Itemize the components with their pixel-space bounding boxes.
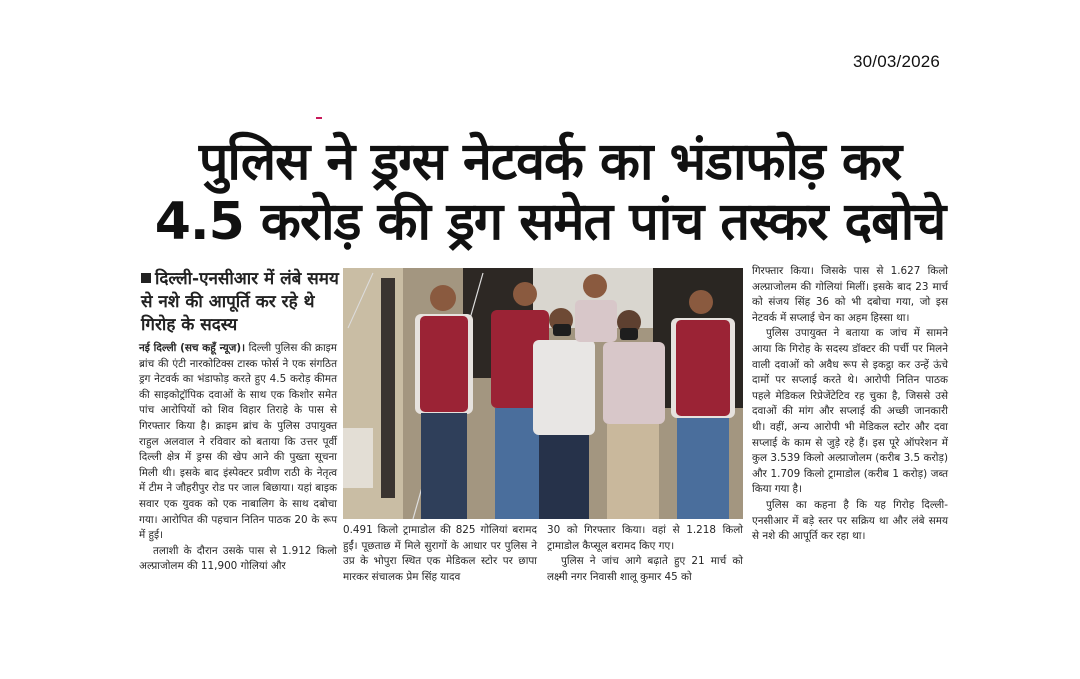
article-paragraph: तलाशी के दौरान उसके पास से 1.912 किलो अल्प्राजोलम की 11,900 गोलियां और <box>139 544 337 573</box>
headline <box>140 132 960 252</box>
article-column-3 <box>547 523 743 585</box>
article-column-4 <box>752 264 948 545</box>
subheadline-text: दिल्ली-एनसीआर में लंबे समय से नशे की आपूर्ति कर रहे थे गिरोह के सदस्य <box>141 269 339 335</box>
article-paragraph: 0.491 किलो ट्रामाडोल की 825 गोलियां बरामद हुईं। पूछताछ में मिले सुरागों के आधार पर पुलिस ने उप्र के भोपुरा स्थित एक मेडिकल स्टोर पर छापा मारकर संचालक प्रेम सिंह यादव <box>343 524 537 583</box>
paragraph-text: दिल्ली पुलिस की क्राइम ब्रांच की एंटी नारकोटिक्स टास्क फोर्स ने एक संगठित ड्रग नेटवर्क का भंडाफोड़ करते हुए 4.5 करोड़ कीमत की साइकोट्रॉपिक दवाओं के साथ एक किशोर समेत पांच आरोपियों को शिव विहार तिराहे के पास से गिरफ्तार किया है। क्राइम ब्रांच के पुलिस उपायुक्त राहुल अलवाल ने रविवार को बताया कि उत्तर पूर्वी दिल्ली क्षेत्र में ड्रग्स की खेप आने की पुख्ता सूचना मिली थी। इसके बाद इंस्पेक्टर प्रवीण राठी के नेतृत्व में टीम ने जौहरीपुर रोड पर जाल बिछाया। यहां बाइक सवार एक युवक को एक नाबालिग के साथ दबोचा गया। आरोपित की पहचान नितिन पाठक 20 के रूप में हुई। <box>139 342 337 542</box>
article-column-2 <box>343 523 537 585</box>
subheadline <box>141 268 341 337</box>
headline-line-2: 4.5 करोड़ की ड्रग समेत पांच तस्कर दबोचे <box>154 192 946 252</box>
square-bullet-icon <box>141 273 151 283</box>
article-paragraph: पुलिस उपायुक्त ने बताया क जांच में सामने आया कि गिरोह के सदस्य डॉक्टर की पर्ची पर मिलने वाली दवाओं को अवैध रूप से इकट्ठा कर उन्हें ऊंचे दामों पर सप्लाई करते थे। आरोपी नितिन पाठक पहले मेडिकल रिप्रेजेंटेटिव रह चुका है, जिससे उसे दवाओं की मांग और सप्लाई की अच्छी जानकारी थी। वहीं, अन्य आरोपी भी मेडिकल स्टोर और दवा सप्लाई के काम से जुड़े रहे हैं। इस पूरे ऑपरेशन में कुल 3.539 किलो अल्प्राजोलम (करीब 3.5 करोड़) और 1.709 किलो ट्रामाडोल (करीब 1 करोड़) जब्त किया गया है। <box>752 327 948 496</box>
dateline: नई दिल्ली (सच कहूँ न्यूज)। <box>139 342 246 354</box>
headline-line-1: पुलिस ने ड्रग्स नेटवर्क का भंडाफोड़ कर <box>198 132 902 192</box>
article-paragraph <box>139 341 337 544</box>
article-paragraph: पुलिस का कहना है कि यह गिरोह दिल्ली-एनसीआर में बड़े स्तर पर सक्रिय था और लंबे समय से नशे की आपूर्ति कर रहा था। <box>752 498 948 543</box>
article-column-1 <box>139 341 337 575</box>
decorative-dash <box>316 117 322 119</box>
news-photo <box>343 268 743 519</box>
article-paragraph: 30 को गिरफ्तार किया। वहां से 1.218 किलो ट्रामाडोल कैप्सूल बरामद किए गए। <box>547 524 743 552</box>
publication-date: 30/03/2026 <box>853 52 941 71</box>
article-paragraph: पुलिस ने जांच आगे बढ़ाते हुए 21 मार्च को लक्ष्मी नगर निवासी शालू कुमार 45 को <box>547 555 743 583</box>
article-paragraph: गिरफ्तार किया। जिसके पास से 1.627 किलो अल्प्राजोलम की गोलियां मिलीं। इसके बाद 23 मार्च को संजय सिंह 36 को भी दबोचा गया, जो इस नेटवर्क में सप्लाई चेन का अहम हिस्सा था। <box>752 265 948 324</box>
